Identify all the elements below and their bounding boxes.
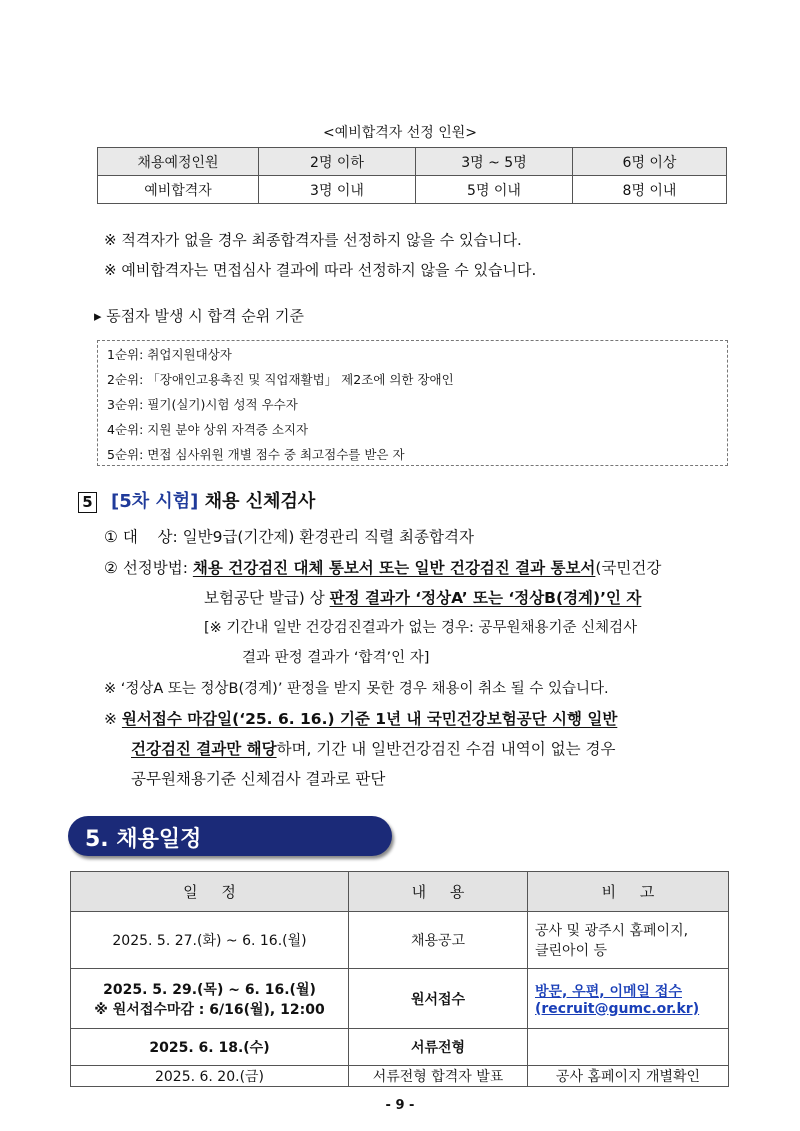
- table-header: 일 정: [71, 872, 349, 912]
- method-line-4: 결과 판정 결과가 ‘합격’인 자]: [242, 650, 430, 666]
- method-line2b: 판정 결과가 ‘정상A’ 또는 ‘정상B(경계)’인 자: [329, 589, 642, 607]
- table-cell: [528, 912, 729, 969]
- table-cell: 서류전형 합격자 발표: [349, 1066, 528, 1087]
- schedule-table: [70, 871, 729, 1087]
- email-link[interactable]: (recruit@gumc.or.kr): [535, 1000, 700, 1017]
- note-deadline-line-1: [104, 707, 617, 729]
- table-cell: 8명 이내: [573, 176, 727, 204]
- table-cell: 서류전형: [349, 1029, 528, 1066]
- table-cell: 2025. 6. 20.(금): [71, 1066, 349, 1087]
- note-deadline-line-2: [131, 737, 615, 759]
- table-cell: 채용공고: [349, 912, 528, 969]
- note-cancel: ※ ‘정상A 또는 정상B(경계)’ 판정을 받지 못한 경우 채용이 취소 될 수 있습니다.: [104, 681, 609, 697]
- tie-rule-heading: ▸ 동점자 발생 시 합격 순위 기준: [94, 307, 305, 325]
- tie-rule-item: 2순위: 「장애인고용촉진 및 직업재활법」 제2조에 의한 장애인: [107, 372, 454, 387]
- target-text: 일반9급(기간제) 환경관리 직렬 최종합격자: [182, 528, 474, 546]
- banner-title: 5. 채용일정: [85, 827, 202, 852]
- table-header: 내 용: [349, 872, 528, 912]
- table-cell: 3명 이내: [259, 176, 416, 204]
- target-line: [104, 525, 474, 547]
- tie-rule-item: 5순위: 면접 심사위원 개별 점수 중 최고점수를 받은 자: [107, 447, 405, 462]
- table-cell: 예비합격자: [98, 176, 259, 204]
- table-cell: [528, 1029, 729, 1066]
- note-bold-2: 건강검진 결과만 해당: [131, 740, 277, 758]
- table-cell: 원서접수: [349, 969, 528, 1029]
- note-deadline-line-3: 공무원채용기준 신체검사 결과로 판단: [131, 770, 386, 788]
- table-cell: [528, 969, 729, 1029]
- tie-rule-item: 3순위: 필기(실기)시험 성적 우수자: [107, 397, 298, 412]
- note-rest: 하며, 기간 내 일반건강검진 수검 내역이 없는 경우: [276, 740, 616, 758]
- method-line2a: 보험공단 발급) 상: [204, 589, 330, 607]
- tie-rule-item: 1순위: 취업지원대상자: [107, 347, 232, 362]
- reserve-candidates-table: [97, 147, 727, 204]
- note-mark: ※: [104, 710, 122, 728]
- section-number: 5: [78, 492, 97, 513]
- schedule-banner: [68, 816, 392, 856]
- method-line-3: [※ 기간내 일반 건강검진결과가 없는 경우: 공무원채용기준 신체검사: [204, 620, 638, 636]
- method-bold: 채용 건강검진 대체 통보서 또는 일반 건강검진 결과 통보서: [192, 559, 596, 577]
- table-header-row: [71, 872, 729, 912]
- note-text: 클린아이 등: [535, 943, 608, 959]
- tie-rules-box: [97, 340, 728, 466]
- section-heading: [78, 487, 315, 513]
- table-cell: 채용예정인원: [98, 148, 259, 176]
- section-tag: [5차 시험]: [111, 491, 199, 512]
- table-row: [71, 1066, 729, 1087]
- table-cell: 2025. 6. 18.(수): [71, 1029, 349, 1066]
- tie-rule-item: 4순위: 지원 분야 상위 자격증 소지자: [107, 422, 309, 437]
- method-rest: (국민건강: [595, 559, 662, 577]
- date-text: 2025. 5. 29.(목) ~ 6. 16.(월): [103, 981, 316, 998]
- table-cell: 5명 이내: [416, 176, 573, 204]
- table-row: [71, 969, 729, 1029]
- note-no-qualified: ※ 적격자가 없을 경우 최종합격자를 선정하지 않을 수 있습니다.: [104, 231, 522, 249]
- target-label: ① 대 상:: [104, 528, 178, 546]
- method-label: ② 선정방법:: [104, 559, 188, 577]
- table-cell: [71, 969, 349, 1029]
- reserve-table-caption: <예비합격자 선정 인원>: [322, 125, 478, 141]
- note-bold-1: 원서접수 마감일(‘25. 6. 16.) 기준 1년 내 국민건강보험공단 시행 일반: [121, 710, 618, 728]
- table-cell: 3명 ~ 5명: [416, 148, 573, 176]
- table-cell: 6명 이상: [573, 148, 727, 176]
- table-cell: 2025. 5. 27.(화) ~ 6. 16.(월): [71, 912, 349, 969]
- note-text: 공사 및 광주시 홈페이지,: [535, 923, 689, 939]
- table-row: [71, 912, 729, 969]
- table-cell: 2명 이하: [259, 148, 416, 176]
- table-header: 비 고: [528, 872, 729, 912]
- table-cell: 공사 홈페이지 개별확인: [528, 1066, 729, 1087]
- table-row: [98, 148, 727, 176]
- table-row: [71, 1029, 729, 1066]
- note-reserve: ※ 예비합격자는 면접심사 결과에 따라 선정하지 않을 수 있습니다.: [104, 261, 537, 279]
- page-number: - 9 -: [385, 1098, 415, 1113]
- section-title: 채용 신체검사: [204, 491, 316, 512]
- table-row: [98, 176, 727, 204]
- method-line-1: [104, 556, 661, 578]
- date-text: ※ 원서접수마감 : 6/16(월), 12:00: [94, 1001, 325, 1018]
- method-line-2: [204, 586, 641, 608]
- apply-methods-link[interactable]: 방문, 우편, 이메일 접수: [535, 983, 682, 1000]
